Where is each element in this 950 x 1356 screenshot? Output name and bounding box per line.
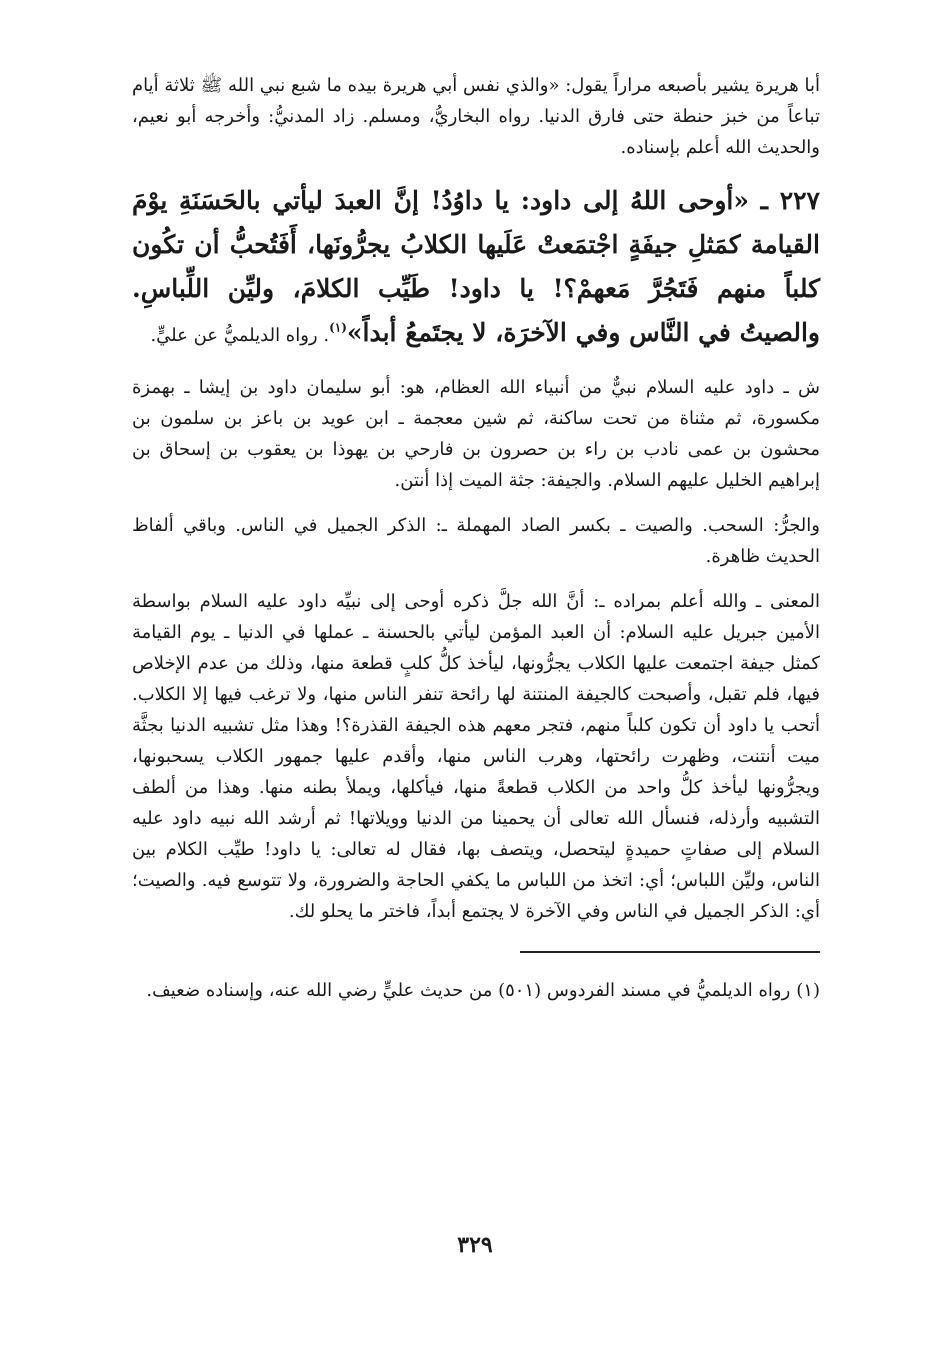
footnote-divider [520,951,820,953]
commentary-paragraph-3: المعنى ـ والله أعلم بمراده ـ: أنَّ الله جلَّ ذكره أوحى إلى نبيِّه داود عليه السلام بواسطة الأمين جبريل عليه السلام: أن العبد المؤمن ليأتي بالحسنة ـ عملها في الدنيا ـ يوم القيامة كمثل جيفة اجتمعت عليها الكلاب يجرُّونها، ليأخذ كلُّ كلبٍ قطعة منها، وذلك من عدم الإخلاص فيها، فلم تقبل، وأصبحت كالجيفة المنتنة لها رائحة تنفر الناس منها، ولا ترغب فيها إلا الكلاب. أتحب يا داود أن تكون كلباً منهم، فتجر معهم هذه الجيفة القذرة؟! وهذا مثل تشبيه الدنيا بجثَّة ميت أنتنت، وظهرت رائحتها، وهرب الناس منها، وأقدم عليها جمهور الكلاب يسحبونها، ويجرُّونها ليأخذ كلُّ واحد من الكلاب قطعةً منها، فيأكلها، ويملأ بطنه منها. وهذا من ألطف التشبيه وأرذله، فنسأل الله تعالى أن يحمينا من الدنيا وويلاتها! ثم أرشد الله نبيه داود عليه السلام إلى صفاتٍ حميدةٍ ليتحصل، ويتصف بها، فقال له تعالى: يا داود! طيِّب الكلام بين الناس، وليِّن اللباس؛ أي: اتخذ من اللباس ما يكفي الحاجة والضرورة، ولا تتوسع فيه. والصيت؛ أي: الذكر الجميل في الناس وفي الآخرة لا يجتمع أبداً، فاختر ما يحلو لك. [132,591,820,922]
commentary-paragraph-1: ش ـ داود عليه السلام نبيٌّ من أنبياء الله العظام، هو: أبو سليمان داود بن إيشا ـ بهمزة مكسورة، ثم مثناة من تحت ساكنة، ثم شين معجمة ـ ابن عويد بن باعز بن سلمون بن محشون بن عمى نادب بن راء بن حصرون بن فارحي بن يهوذا بن يعقوب بن إسحاق بن إبراهيم الخليل عليهم السلام. والجيفة: جثة الميت إذا أنتن. [132,377,820,491]
commentary-paragraph-2: والجرُّ: السحب. والصيت ـ بكسر الصاد المهملة ـ: الذكر الجميل في الناس. وباقي ألفاظ الحديث ظاهرة. [132,515,820,567]
hadith-attribution: . رواه الديلميُّ عن عليٍّ. [150,325,330,346]
hadith-paragraph [132,179,820,358]
footnote [132,975,820,1007]
intro-paragraph: أبا هريرة يشير بأصبعه مراراً يقول: «والذي نفس أبي هريرة بيده ما شبع نبي الله ﷺ ثلاثة أيام تباعاً من خبز حنطة حتى فارق الدنيا. رواه البخاريُّ، ومسلم. زاد المدنيُّ: وأخرجه أبو نعيم، والحديث الله أعلم بإسناده. [132,75,820,158]
page-body [132,70,820,1007]
footnote-number: (١) [796,980,820,1001]
page-number: ٣٢٩ [457,1232,493,1258]
footnote-reference[interactable]: (١) [329,320,347,335]
hadith-text: ٢٢٧ ـ «أوحى اللهُ إلى داود: يا داوُدُ! إنَّ العبدَ ليأتي بالحَسَنَةِ يوْمَ القيامة كمَثلِ جيفَةٍ اجْتمَعتْ عَلَيها الكلابُ يجرُّونَها، أَفَتُحبُّ أن تكُون كلباً منهم فَتَجُرَّ مَعهمْ؟! يا داود! طَيِّب الكلامَ، وليِّن اللِّباسِ. والصيتُ في النَّاس وفي الآخرَة، لا يجتَمعُ أبداً» [132,186,820,347]
footnote-text: رواه الديلميُّ في مسند الفردوس (٥٠١) من حديث عليٍّ رضي الله عنه، وإسناده ضعيف. [146,980,791,1001]
